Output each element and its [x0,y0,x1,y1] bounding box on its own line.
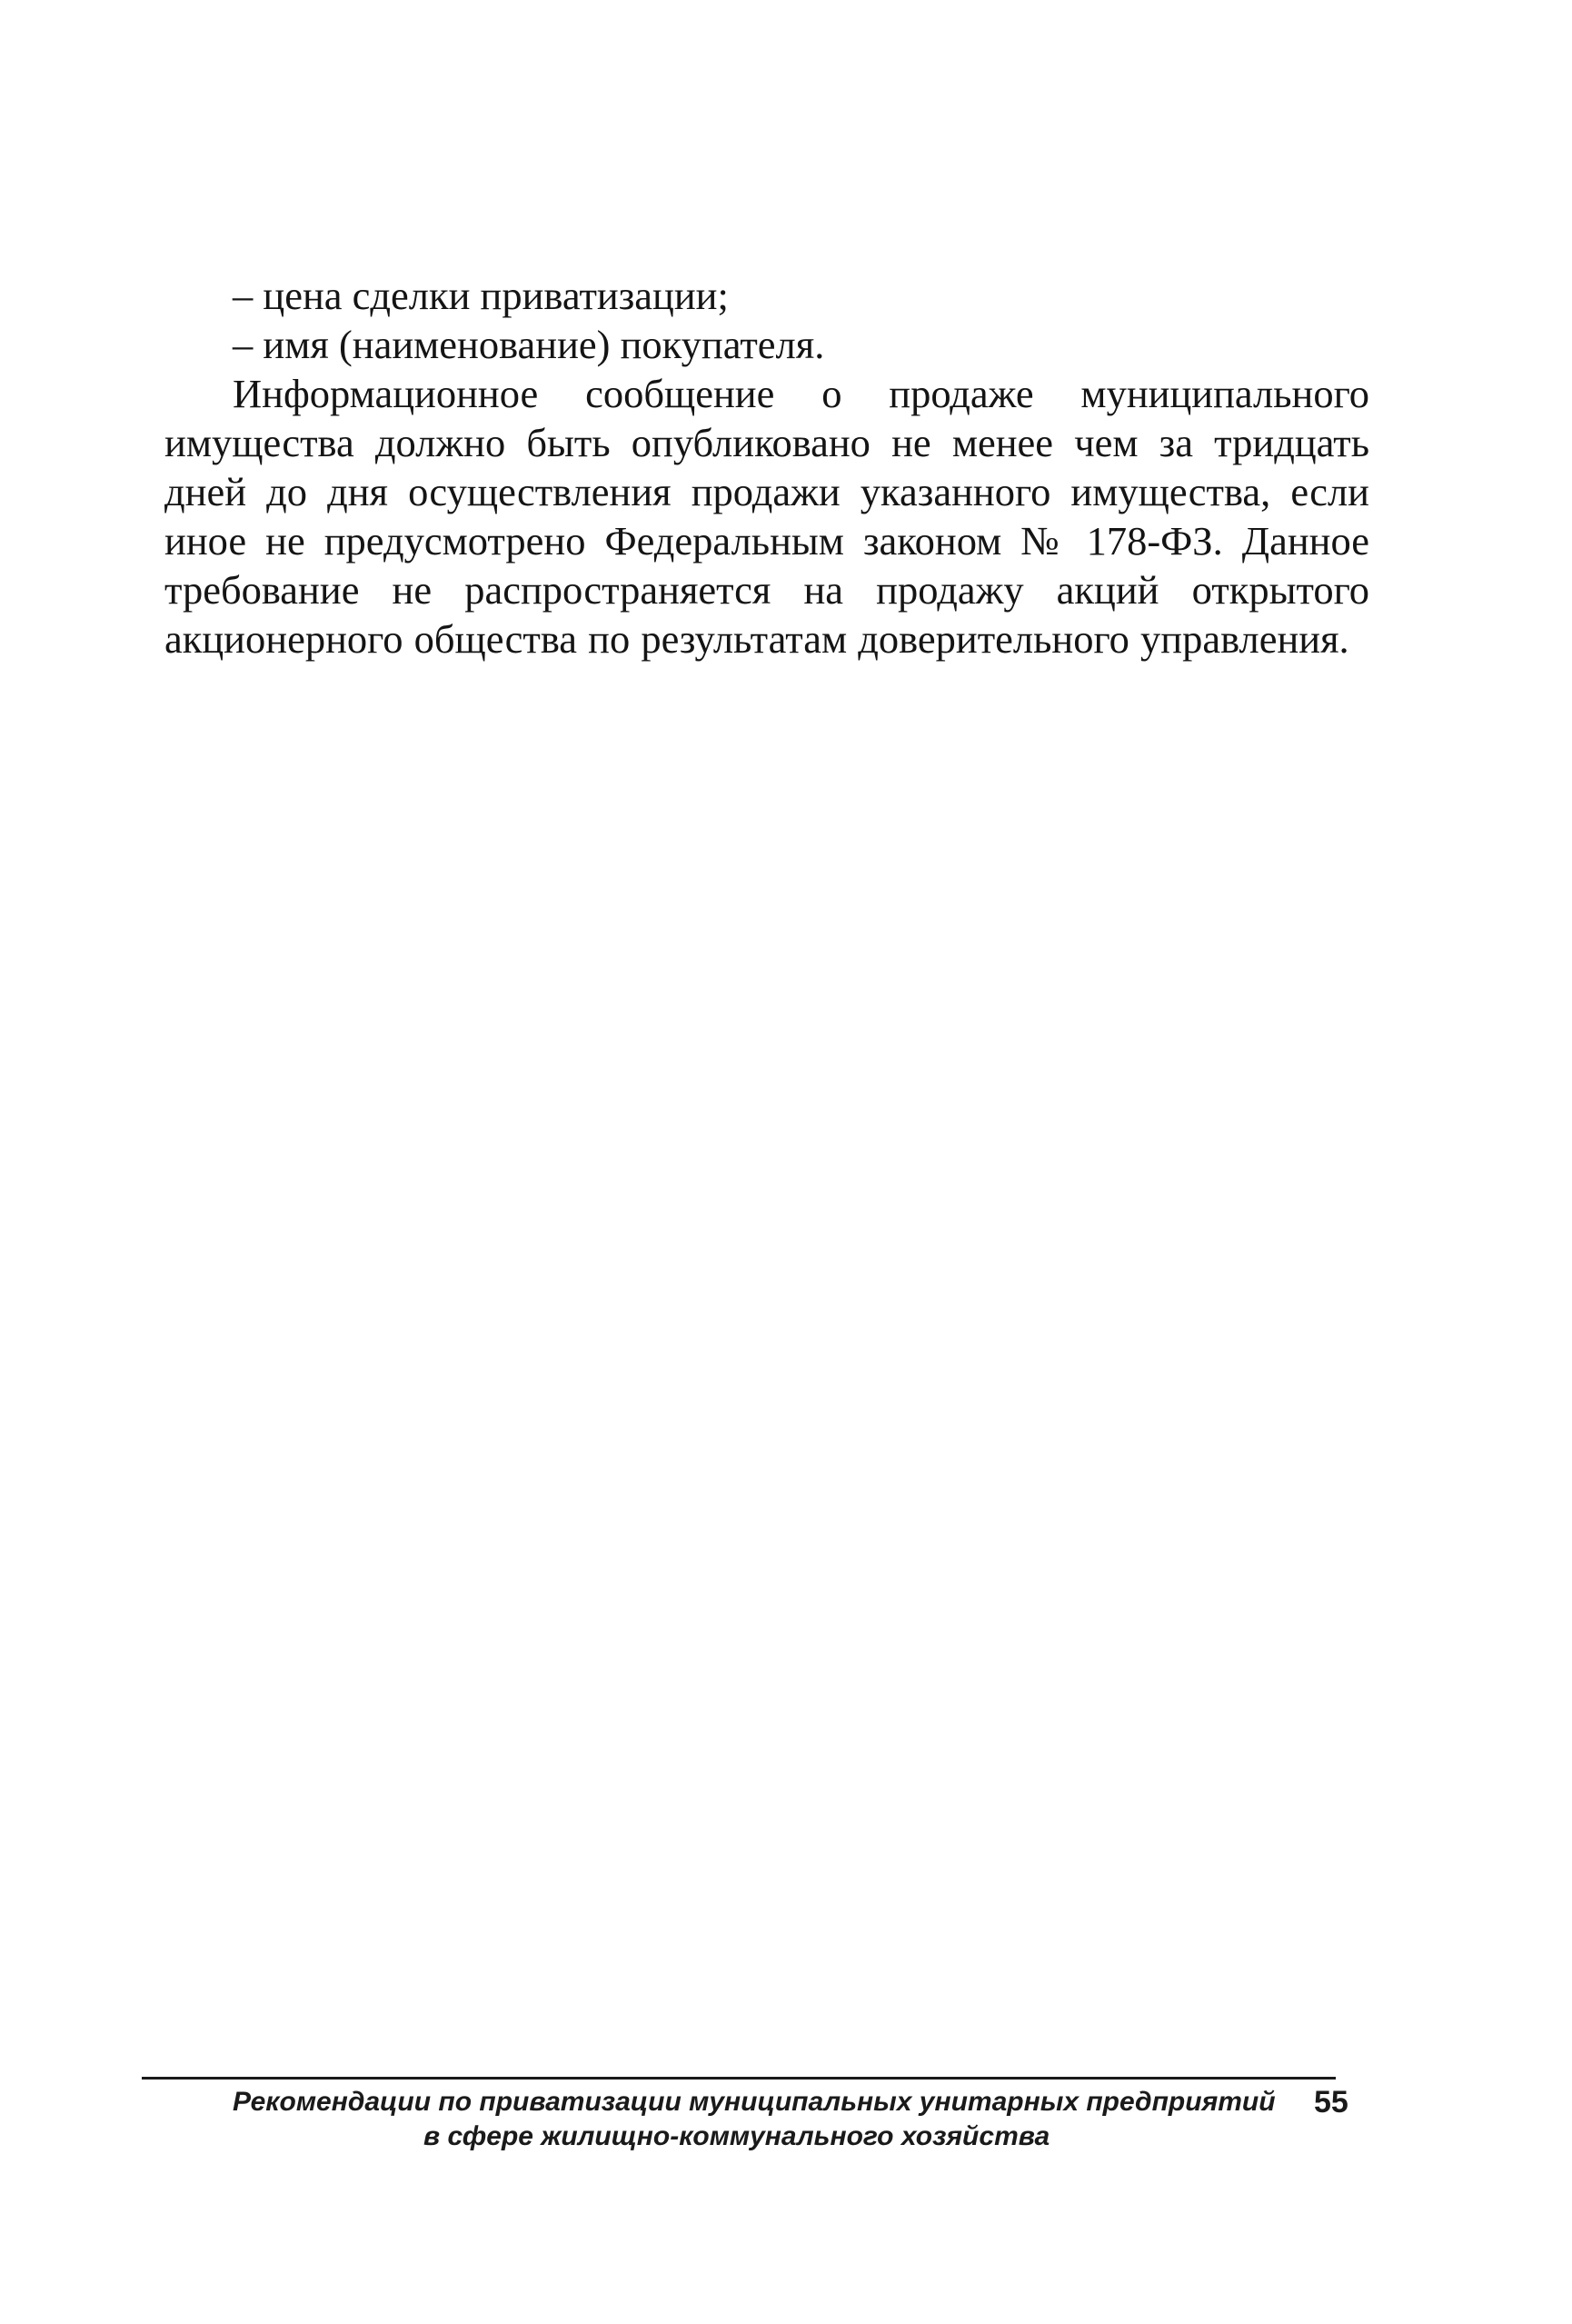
footer-title-line-1: Рекомендации по приватизации муниципальных унитарных предприятий [233,2087,1276,2117]
footer-title-line-2: в сфере жилищно-коммунального хозяйства [423,2121,1050,2151]
list-item: – имя (наименование) покупателя. [233,322,825,367]
footer-divider [142,2077,1336,2080]
body-text [164,271,1369,663]
body-paragraph: Информационное сообщение о продаже муниципального имущества должно быть опубликовано не менее чем за тридцать дней до дня осуществления продажи указанного имущества, если иное не предусмотрено Федеральным законом № 178-ФЗ. Данное требование не распространяется на продажу акций открытого акционерного общества по результатам доверительного управления. [164,371,1369,662]
page-number: 55 [1314,2085,1348,2120]
list-item: – цена сделки приватизации; [233,273,729,318]
